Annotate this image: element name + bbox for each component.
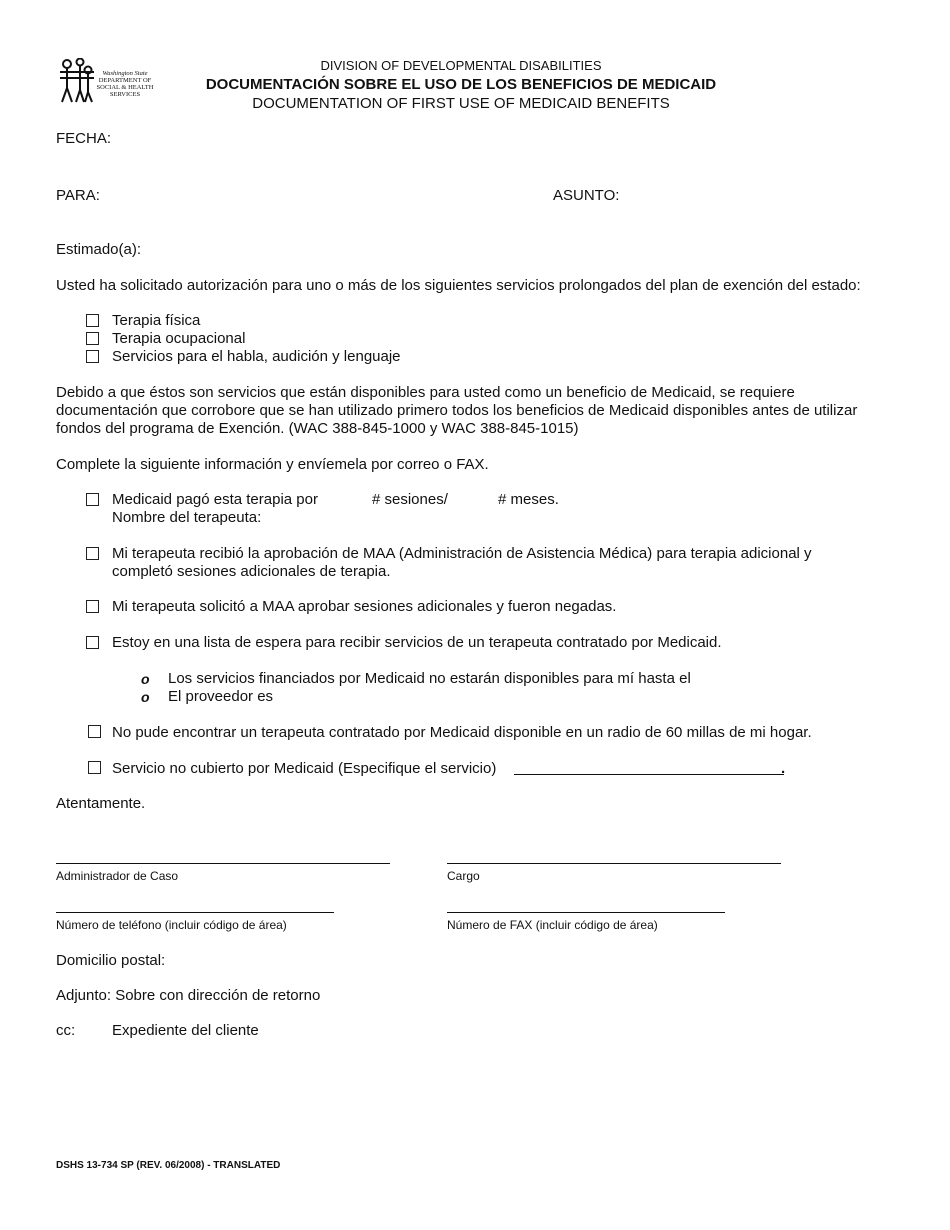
case-manager-signature-line[interactable] xyxy=(56,863,390,864)
cc-label: cc: xyxy=(56,1022,76,1039)
cargo-line[interactable] xyxy=(447,863,781,864)
domicilio-label: Domicilio postal: xyxy=(56,952,166,969)
adjunto-text: Adjunto: Sobre con dirección de retorno xyxy=(56,987,321,1004)
phone-line[interactable] xyxy=(56,912,334,913)
therapist-name-label: Nombre del terapeuta: xyxy=(112,509,262,526)
option1-sessions: # sesiones/ xyxy=(372,491,448,508)
option4-text: Estoy en una lista de espera para recibir servicios de un terapeuta contratado por Medicaid. xyxy=(112,634,722,651)
intro-text: Usted ha solicitado autorización para uno o más de los siguientes servicios prolongados del plan de exención del estado: xyxy=(56,277,861,294)
option6-text: Servicio no cubierto por Medicaid (Especifique el servicio) xyxy=(112,760,497,777)
bullet-icon: o xyxy=(141,671,150,687)
fecha-label: FECHA: xyxy=(56,130,112,147)
bullet-icon: o xyxy=(141,689,150,705)
option6-period: . xyxy=(781,760,786,777)
paragraph-line-3: fondos del programa de Exención. (WAC 388-845-1000 y WAC 388-845-1015) xyxy=(56,420,579,437)
checkbox-aprobacion-maa[interactable] xyxy=(86,547,99,560)
service-label-1: Terapia física xyxy=(112,312,201,329)
checkbox-terapia-ocupacional[interactable] xyxy=(86,332,99,345)
option2-line2: completó sesiones adicionales de terapia. xyxy=(112,563,391,580)
logo-text-line1: Washington State xyxy=(102,70,148,77)
fax-label: Número de FAX (incluir código de área) xyxy=(447,918,658,932)
case-manager-label: Administrador de Caso xyxy=(56,869,179,883)
service-specify-line[interactable] xyxy=(514,774,784,775)
paragraph-line-1: Debido a que éstos son servicios que están disponibles para usted como un beneficio de Medicaid, se requiere xyxy=(56,384,795,401)
service-label-3: Servicios para el habla, audición y lenguaje xyxy=(112,348,401,365)
checkbox-sesiones-negadas[interactable] xyxy=(86,600,99,613)
option1-months: # meses. xyxy=(498,491,559,508)
title-spanish: DOCUMENTACIÓN SOBRE EL USO DE LOS BENEFICIOS DE MEDICAID xyxy=(205,76,717,93)
logo-text-line2: DEPARTMENT OF xyxy=(98,77,152,84)
checkbox-servicio-no-cubierto[interactable] xyxy=(88,761,101,774)
complete-instruction: Complete la siguiente información y envíemela por correo o FAX. xyxy=(56,456,489,473)
closing-text: Atentamente. xyxy=(56,795,146,812)
option3-text: Mi terapeuta solicitó a MAA aprobar sesiones adicionales y fueron negadas. xyxy=(112,598,617,615)
fax-line[interactable] xyxy=(447,912,725,913)
salutation: Estimado(a): xyxy=(56,241,142,258)
logo-text-line4: SERVICES xyxy=(109,91,141,98)
option5-text: No pude encontrar un terapeuta contratado por Medicaid disponible en un radio de 60 millas de mi hogar. xyxy=(112,724,812,741)
sub-item-2: El proveedor es xyxy=(168,688,274,705)
checkbox-lista-espera[interactable] xyxy=(86,636,99,649)
paragraph-line-2: documentación que corrobore que se han utilizado primero todos los beneficios de Medicaid disponibles antes de utilizar xyxy=(56,402,858,419)
logo-text-line3: SOCIAL & HEALTH xyxy=(96,84,154,91)
phone-label: Número de teléfono (incluir código de área) xyxy=(56,918,287,932)
asunto-label: ASUNTO: xyxy=(553,187,620,204)
cc-value: Expediente del cliente xyxy=(112,1022,259,1039)
service-label-2: Terapia ocupacional xyxy=(112,330,246,347)
checkbox-terapia-fisica[interactable] xyxy=(86,314,99,327)
para-label: PARA: xyxy=(56,187,100,204)
division-name: DIVISION OF DEVELOPMENTAL DISABILITIES xyxy=(320,58,602,73)
cargo-label: Cargo xyxy=(447,869,480,883)
sub-item-1: Los servicios financiados por Medicaid no estarán disponibles para mí hasta el xyxy=(168,670,691,687)
form-number: DSHS 13-734 SP (REV. 06/2008) - TRANSLATED xyxy=(56,1160,281,1171)
checkbox-servicios-habla[interactable] xyxy=(86,350,99,363)
title-english: DOCUMENTATION OF FIRST USE OF MEDICAID BENEFITS xyxy=(252,95,670,112)
checkbox-medicaid-pago[interactable] xyxy=(86,493,99,506)
option1-text: Medicaid pagó esta terapia por xyxy=(112,491,318,508)
option2-line1: Mi terapeuta recibió la aprobación de MAA (Administración de Asistencia Médica) para terapia adicional y xyxy=(112,545,812,562)
checkbox-sin-terapeuta[interactable] xyxy=(88,725,101,738)
